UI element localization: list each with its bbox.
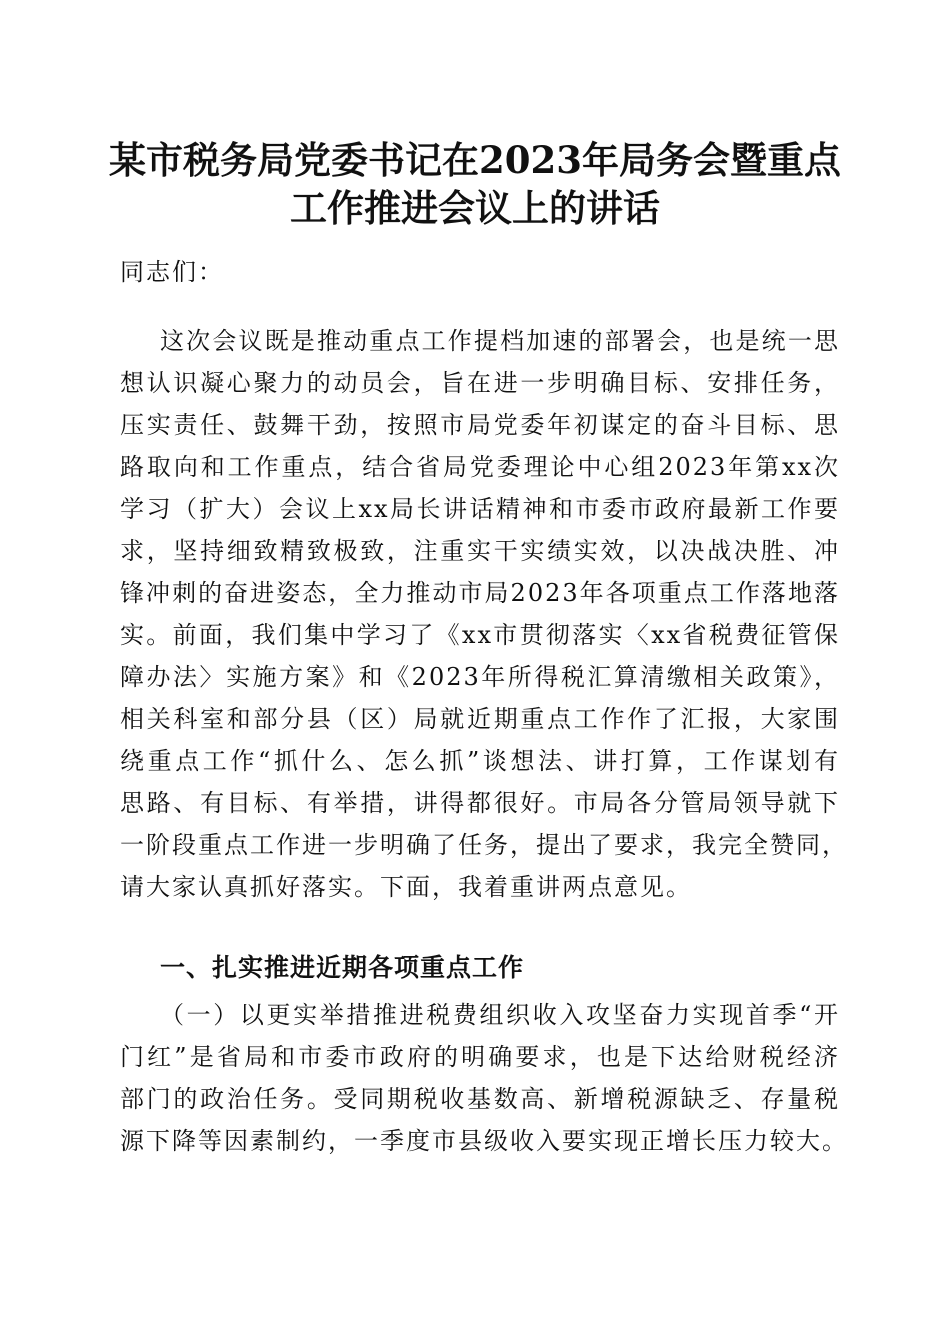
document-title-line-1: 某市税务局党委书记在2023年局务会暨重点: [109, 138, 841, 182]
paragraph-line: 障办法〉实施方案》和《2023年所得税汇算清缴相关政策》，: [120, 663, 840, 691]
paragraph-line: 求，坚持细致精致极致，注重实干实绩实效，以决战决胜、冲: [120, 537, 840, 565]
paragraph-line: 想认识凝心聚力的动员会，旨在进一步明确目标、安排任务，: [120, 369, 840, 397]
paragraph-line: 学习（扩大）会议上xx局长讲话精神和市委市政府最新工作要: [120, 495, 840, 523]
section-heading-1: 一、扎实推进近期各项重点工作: [160, 953, 525, 982]
paragraph-line: 源下降等因素制约，一季度市县级收入要实现正增长压力较大。: [120, 1127, 848, 1155]
paragraph-line: （一）以更实举措推进税费组织收入攻坚奋力实现首季“开: [160, 1001, 840, 1029]
paragraph-line: 相关科室和部分县（区）局就近期重点工作作了汇报，大家围: [120, 705, 840, 733]
paragraph-line: 绕重点工作“抓什么、怎么抓”谈想法、讲打算，工作谋划有: [120, 747, 840, 775]
paragraph-line: 这次会议既是推动重点工作提档加速的部署会，也是统一思: [160, 327, 840, 355]
paragraph-line: 实。前面，我们集中学习了《xx市贯彻落实〈xx省税费征管保: [120, 621, 840, 649]
paragraph-line: 锋冲刺的奋进姿态，全力推动市局2023年各项重点工作落地落: [120, 579, 840, 607]
salutation-text: 同志们：: [120, 258, 224, 286]
paragraph-line: 门红”是省局和市委市政府的明确要求，也是下达给财税经济: [120, 1043, 840, 1071]
document-title-line-2: 工作推进会议上的讲话: [290, 186, 660, 230]
paragraph-section-1-1: [120, 994, 848, 1162]
salutation: [120, 252, 840, 292]
paragraph-line: 部门的政治任务。受同期税收基数高、新增税源缺乏、存量税: [120, 1085, 840, 1113]
paragraph-line: 请大家认真抓好落实。下面，我着重讲两点意见。: [120, 873, 692, 901]
paragraph-line: 路取向和工作重点，结合省局党委理论中心组2023年第xx次: [120, 453, 840, 481]
paragraph-opening: [120, 320, 848, 908]
paragraph-line: 压实责任、鼓舞干劲，按照市局党委年初谋定的奋斗目标、思: [120, 411, 840, 439]
paragraph-line: 思路、有目标、有举措，讲得都很好。市局各分管局领导就下: [120, 789, 840, 817]
paragraph-line: 一阶段重点工作进一步明确了任务，提出了要求，我完全赞同，: [120, 831, 848, 859]
